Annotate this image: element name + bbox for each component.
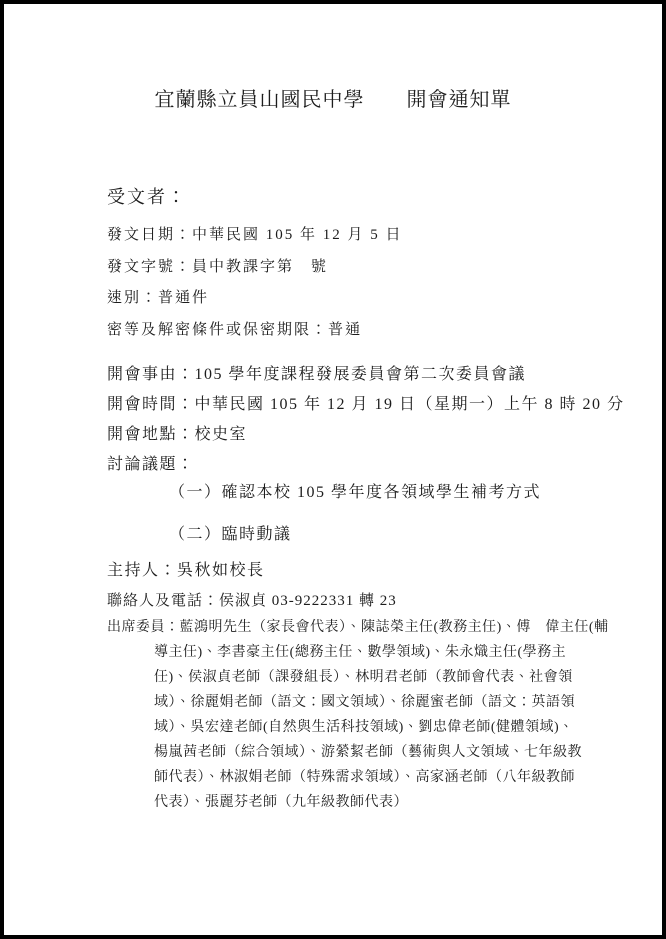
attendees-label: 出席委員： [107,620,180,635]
meeting-location: 開會地點：校史室 [107,426,248,443]
recipient-label: 受文者： [107,187,187,207]
attendee-line: 代表）、張麗芬老師（九年級教師代表） [154,795,408,810]
meeting-subject: 開會事由：105 學年度課程發展委員會第二次委員會議 [107,366,527,383]
discussion-topics-list [169,482,662,546]
meeting-topics-label: 討論議題： [107,456,195,473]
topic-item: （二）臨時動議 [169,526,292,543]
attendees-lines [154,620,609,810]
meeting-time: 開會時間：中華民國 105 年 12 月 19 日（星期一）上午 8 時 20 分 [107,396,625,413]
attendee-line: 藍鴻明先生（家長會代表）、陳誌榮主任(教務主任)、傅 偉主任(輔 [179,620,609,635]
meta-line: 密等及解密條件或保密期限：普通 [107,321,363,338]
meta-line: 發文日期：中華民國 105 年 12 月 5 日 [107,227,403,243]
contact-person-phone: 聯絡人及電話：侯淑貞 03-9222331 轉 23 [107,593,397,609]
attendee-line: 楊嵐茜老師（綜合領域）、游縈絜老師（藝術與人文領域、七年級教 [154,745,582,760]
meta-line: 發文字號：員中教課字第 號 [107,258,329,275]
topic-item: （一）確認本校 105 學年度各領域學生補考方式 [169,484,542,501]
meeting-chair: 主持人：吳秋如校長 [107,562,265,579]
attendee-line: 導主任)、李書豪主任(總務主任、數學領域)、朱永熾主任(學務主 [154,645,567,660]
attendee-line: 師代表）、林淑娟老師（特殊需求領域）、高家涵老師（八年級教師 [154,770,575,785]
attendee-line: 域）、徐麗娟老師（語文：國文領域）、徐麗蜜老師（語文：英語領 [154,695,575,710]
meeting-info-block [107,360,662,480]
document-meta-block [107,220,662,346]
meta-line: 速別：普通件 [107,290,210,306]
attendee-line: 域）、吳宏達老師(自然與生活科技領域)、劉忠偉老師(健體領域)、 [154,720,574,735]
attendees-block [107,615,646,815]
attendee-line: 任)、侯淑貞老師（課發組長）、林明君老師（教師會代表、社會領 [154,670,573,685]
document-title: 宜蘭縣立員山國民中學 開會通知單 [154,89,512,111]
